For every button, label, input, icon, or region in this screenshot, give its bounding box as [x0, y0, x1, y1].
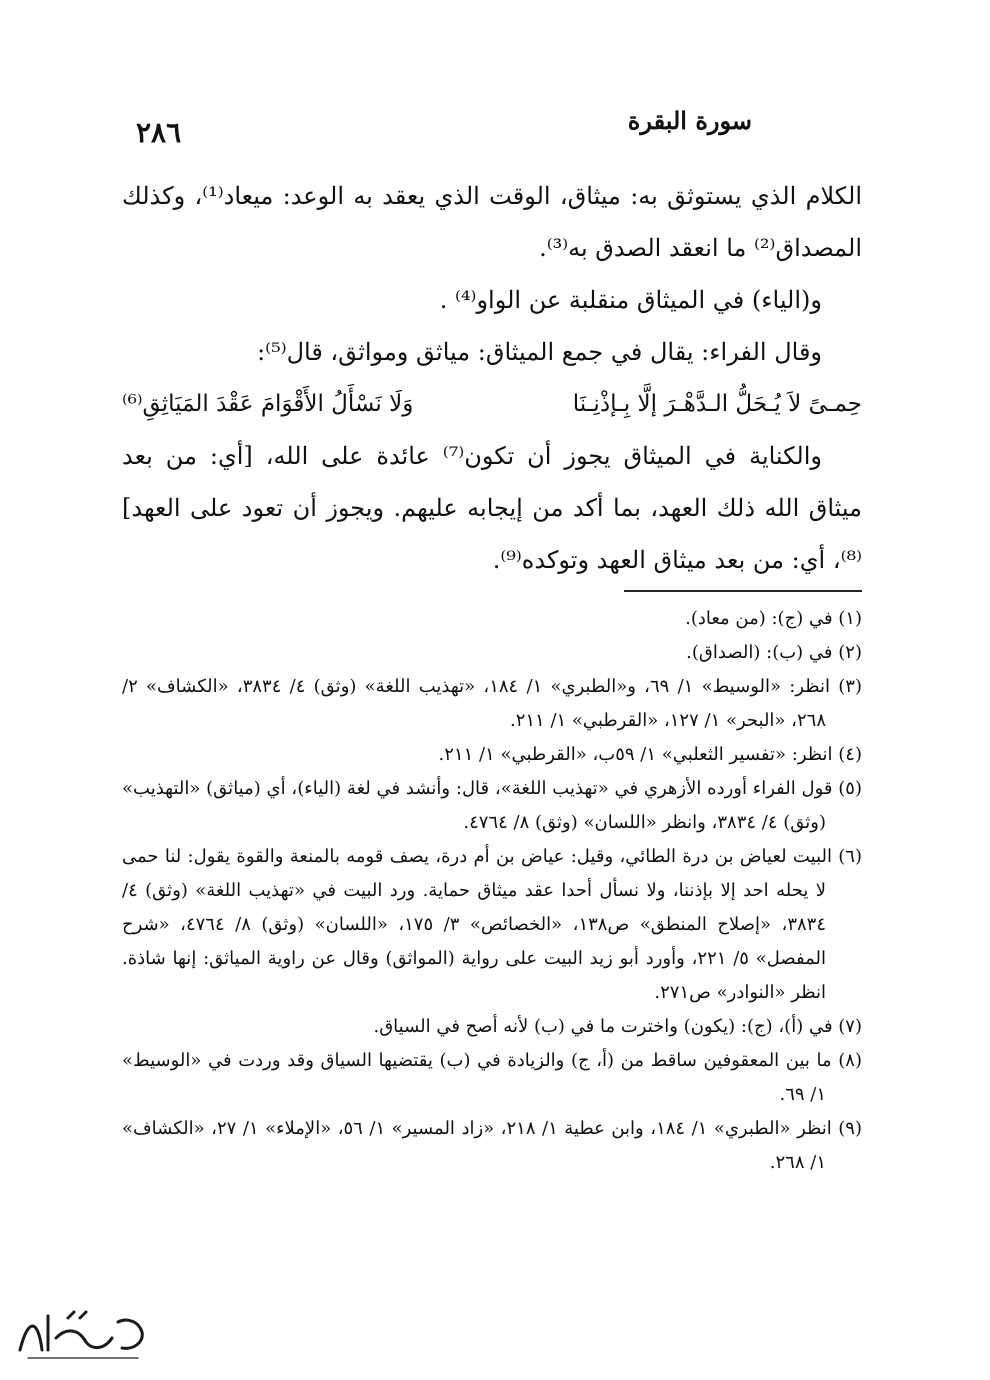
main-text — [122, 170, 862, 586]
surah-title: سورة البقرة — [627, 106, 752, 135]
verse-second-hemistich: وَلَا نَسْأَلُ الأَقْوَامَ عَقْدَ المَيَاثِقِ⁽⁶⁾ — [122, 391, 414, 417]
paragraph-3: وقال الفراء: يقال في جمع الميثاق: مياثق ومواثق، قال⁽⁵⁾: — [257, 338, 822, 366]
footnote-7: (٧) في (أ)، (ج): (يكون) واخترت ما في (ب) لأنه أصح في السياق. — [373, 1016, 862, 1037]
paragraph-1: الكلام الذي يستوثق به: ميثاق، الوقت الذي يعقد به الوعد: ميعاد⁽¹⁾، وكذلك المصداق⁽²⁾ ما انعقد الصدق به⁽³⁾. — [122, 182, 863, 262]
page-number: ٢٨٦ — [136, 116, 182, 149]
page-header — [122, 100, 862, 160]
footnotes — [122, 602, 862, 1180]
footnote-9: (٩) انظر «الطبري» ١/ ١٨٤، وابن عطية ١/ ٢١٨، «زاد المسير» ١/ ٥٦، «الإملاء» ١/ ٢٧، «الكشاف» ١/ ٢٦٨. — [122, 1118, 862, 1173]
calligraphy-stamp-logo — [8, 1298, 158, 1368]
footnote-8: (٨) ما بين المعقوفين ساقط من (أ، ج) والزيادة في (ب) يقتضيها السياق وقد وردت في «الوسيط» ١/ ٦٩. — [122, 1050, 862, 1105]
paragraph-2: و(الياء) في الميثاق منقلبة عن الواو⁽⁴⁾ . — [439, 286, 822, 314]
footnote-5: (٥) قول الفراء أورده الأزهري في «تهذيب اللغة»، قال: وأنشد في لغة (الياء)، أي (مياثق) «التهذيب» (وثق) ٤/ ٣٨٣٤، وانظر «اللسان» (وثق) ٨/ ٤٧٦٤. — [122, 778, 862, 833]
footnote-6: (٦) البيت لعياض بن درة الطائي، وقيل: عياض بن أم درة، يصف قومه بالمنعة والقوة يقول: لنا حمى لا يحله احد إلا بإذننا، ولا نسأل أحدا عقد ميثاق حماية. ورد البيت في «تهذيب اللغة» (وثق) ٤/ ٣٨٣٤، «إصلاح المنطق» ص١٣٨، «الخصائص» ٣/ ١٧٥، «اللسان» (وثق) ٨/ ٤٧٦٤، «شرح المفصل» ٥/ ٢٢١، وأورد أبو زيد البيت على رواية (المواثق) وقال عن راوية المياثق: إنها شاذة. انظر «النوادر» ص٢٧١. — [122, 846, 862, 1003]
footnote-separator — [624, 590, 862, 592]
verse-first-hemistich: حِمـىً لاَ يُـحَلُّ الـدَّهْـرَ إلَّا بِـإذْنِـنَا — [572, 391, 862, 417]
paragraph-4: والكناية في الميثاق يجوز أن تكون⁽⁷⁾ عائدة على الله، [أي: من بعد ميثاق الله ذلك العهد، بما أكد من إيجابه عليهم. ويجوز أن تعود على العهد]⁽⁸⁾، أي: من بعد ميثاق العهد وتوكده⁽⁹⁾. — [122, 442, 862, 574]
footnote-4: (٤) انظر: «تفسير الثعلبي» ١/ ٥٩ب، «القرطبي» ١/ ٢١١. — [438, 744, 862, 765]
footnote-3: (٣) انظر: «الوسيط» ١/ ٦٩، و«الطبري» ١/ ١٨٤، «تهذيب اللغة» (وثق) ٤/ ٣٨٣٤، «الكشاف» ٢/ ٢٦٨، «البحر» ١/ ١٢٧، «القرطبي» ١/ ٢١١. — [122, 676, 862, 731]
footnote-1: (١) في (ج): (من معاد). — [685, 608, 862, 629]
poetry-verse — [122, 378, 862, 430]
footnote-2: (٢) في (ب): (الصداق). — [686, 642, 862, 663]
